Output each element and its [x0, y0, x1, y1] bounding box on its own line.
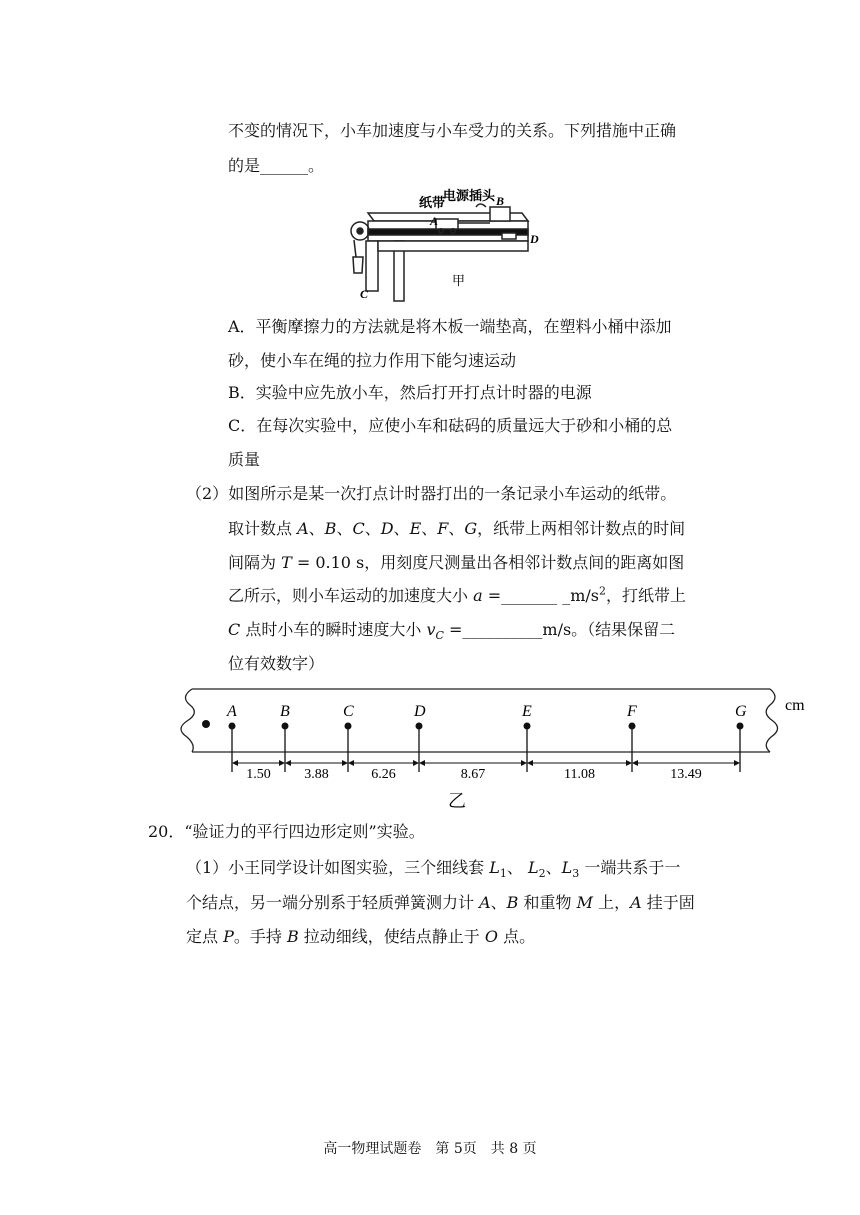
- question-2-line1: [186, 484, 676, 504]
- sep: 、: [308, 519, 325, 538]
- symbol-B: B: [506, 893, 519, 912]
- question-20-title: [148, 822, 425, 842]
- tape-point-label: G: [735, 703, 747, 720]
- sep: 、: [364, 519, 381, 538]
- dimension-arrow: [419, 760, 425, 766]
- point-label: B: [324, 519, 337, 538]
- option-a-cont: 砂，使小车在绳的拉力作用下能匀速运动: [228, 351, 517, 370]
- label-A: A: [430, 214, 439, 228]
- option-b: B．实验中应先放小车，然后打开打点计时器的电源: [228, 383, 592, 402]
- sep: 、: [336, 519, 353, 538]
- text: = 0.10 s，用刻度尺测量出各相邻计数点间的距离如图: [291, 553, 685, 572]
- figure-caption: 甲: [452, 273, 466, 288]
- question-20-line1: [186, 858, 681, 881]
- answer-blank-a: =_______ _m/s: [482, 586, 599, 605]
- symbol-v: v: [426, 620, 436, 639]
- text: 个结点，另一端分别系于轻质弹簧测力计: [186, 893, 480, 912]
- subscript: 1: [499, 867, 507, 881]
- symbol-A: A: [630, 893, 642, 912]
- text: 和重物: [518, 893, 577, 912]
- symbol-B: B: [286, 927, 299, 946]
- point-label: G: [464, 519, 478, 538]
- tape-point-label: A: [227, 703, 237, 720]
- tape-point-label: B: [280, 703, 290, 720]
- question-20-line3: [186, 927, 535, 947]
- text: 取计数点: [228, 519, 298, 538]
- label-tape: 纸带: [419, 195, 446, 210]
- text: 、: [490, 893, 507, 912]
- dimension-arrow: [734, 760, 740, 766]
- text: 一端共系于一: [579, 858, 681, 877]
- option-a: A．平衡摩擦力的方法就是将木板一端垫高，在塑料小桶中添加: [228, 317, 672, 336]
- text: ，打纸带上: [606, 586, 687, 605]
- symbol-M: M: [576, 893, 594, 912]
- sep: 、: [393, 519, 410, 538]
- symbol-T: T: [281, 553, 292, 572]
- distance-label: 8.67: [460, 767, 486, 782]
- subscript: C: [435, 629, 444, 643]
- figure-tape: [180, 686, 820, 812]
- dimension-arrow: [285, 760, 291, 766]
- dimension-arrow: [279, 760, 285, 766]
- text: 挂于固: [641, 893, 695, 912]
- symbol-A: A: [479, 893, 491, 912]
- dimension-arrow: [348, 760, 354, 766]
- question-2-line5: [228, 620, 676, 643]
- point-label: A: [297, 519, 309, 538]
- text: ，纸带上两相邻计数点的时间: [477, 519, 686, 538]
- dimension-arrow: [521, 760, 527, 766]
- text: “验证力的平行四边形定则”实验。: [184, 822, 425, 841]
- text: 间隔为: [228, 553, 282, 572]
- text: 乙所示，则小车运动的加速度大小: [228, 586, 474, 605]
- question-2-line4: [228, 586, 686, 606]
- symbol-a: a: [473, 586, 483, 605]
- point-label: D: [380, 519, 394, 538]
- dimension-arrow: [232, 760, 238, 766]
- sep: 、: [421, 519, 438, 538]
- text-line: 的是______。: [228, 156, 325, 175]
- text: 拉动细线，使结点静止于: [298, 927, 485, 946]
- dimension-arrow: [342, 760, 348, 766]
- sep: 、: [448, 519, 465, 538]
- subscript: 3: [572, 867, 580, 881]
- page-footer: 高一物理试题卷 第 5页 共 8 页: [323, 1141, 537, 1157]
- tape-point-label: C: [343, 703, 354, 720]
- distance-label: 1.50: [246, 767, 271, 782]
- question-number: （2）: [186, 484, 229, 503]
- dimension-arrow: [527, 760, 533, 766]
- figure-caption: 乙: [448, 791, 466, 811]
- text: 如图所示是某一次打点计时器打出的一条记录小车运动的纸带。: [228, 484, 677, 503]
- text: （1）小王同学设计如图实验，三个细线套: [186, 858, 490, 877]
- point-label: C: [352, 519, 365, 538]
- distance-label: 11.08: [564, 767, 595, 782]
- text: 定点: [186, 927, 224, 946]
- symbol-C: C: [228, 620, 241, 639]
- label-D: D: [530, 232, 539, 246]
- symbol-L: L: [489, 858, 500, 877]
- symbol-L: L: [561, 858, 573, 877]
- question-2-line3: [228, 553, 684, 573]
- symbol-L: L: [528, 858, 539, 877]
- question-2-line6: 位有效数字）: [228, 654, 325, 673]
- superscript: 2: [599, 584, 606, 598]
- text: 点。: [498, 927, 536, 946]
- distance-label: 6.26: [371, 767, 396, 782]
- point-label: E: [409, 519, 422, 538]
- tape-point-label: F: [627, 703, 637, 720]
- point-label: F: [437, 519, 449, 538]
- text: 。手持: [233, 927, 287, 946]
- dimension-arrow: [632, 760, 638, 766]
- distance-label: 13.49: [670, 767, 702, 782]
- text: 、: [506, 858, 528, 877]
- dimension-arrow: [626, 760, 632, 766]
- figure-apparatus: [340, 185, 540, 305]
- distance-label: 3.88: [304, 767, 329, 782]
- tape-point-label: D: [414, 703, 426, 720]
- question-number: 20．: [148, 822, 185, 841]
- subscript: 2: [538, 867, 546, 881]
- symbol-O: O: [484, 927, 499, 946]
- dimension-arrow: [413, 760, 419, 766]
- label-plug: 电源插头: [443, 188, 496, 203]
- question-20-line2: [186, 893, 695, 913]
- symbol-P: P: [223, 927, 234, 946]
- text: 上，: [593, 893, 631, 912]
- option-c-cont: 质量: [228, 450, 261, 469]
- text-line: 不变的情况下，小车加速度与小车受力的关系。下列措施中正确: [228, 121, 677, 140]
- tape-point-label: E: [522, 703, 532, 720]
- unit-label: cm: [785, 697, 805, 714]
- label-B: B: [496, 194, 505, 208]
- label-C: C: [360, 287, 369, 301]
- question-2-line2: [228, 519, 685, 539]
- answer-blank-v: =__________m/s。（结果保留二: [443, 620, 676, 639]
- text: 点时小车的瞬时速度大小: [240, 620, 427, 639]
- option-c: C．在每次实验中，应使小车和砝码的质量远大于砂和小桶的总: [228, 416, 673, 435]
- text: 、: [545, 858, 562, 877]
